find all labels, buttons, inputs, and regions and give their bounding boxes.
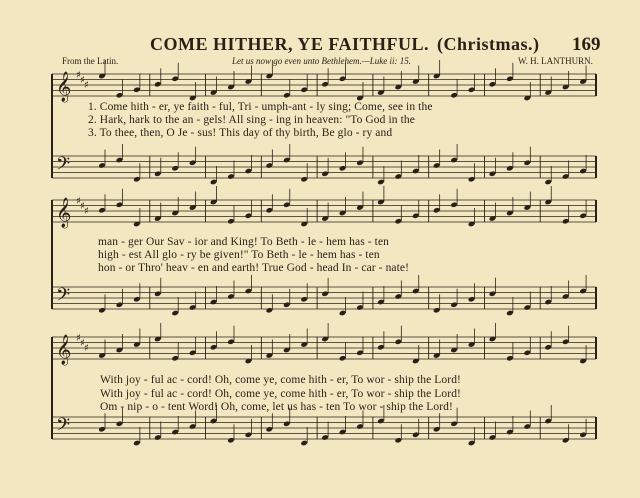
- hymn-title-text: COME HITHER, YE FAITHFUL.: [150, 34, 430, 54]
- s3-key-sharp: ♯: [84, 343, 89, 354]
- system2-verse2: high - est All glo - ry be given!" To Beth - le - hem has - ten: [98, 249, 380, 261]
- s1-key-sharp: ♯: [84, 80, 89, 91]
- s2-key-sharp: ♯: [84, 206, 89, 217]
- system2-verse3: hon - or Thro' heav - en and earth! True God - head In - car - nate!: [98, 262, 410, 274]
- page-number: 169: [572, 34, 601, 55]
- s2-key-sharp: ♯: [76, 196, 81, 207]
- s2-treble-clef: 𝄞: [56, 198, 72, 228]
- s3-key-sharp: ♯: [80, 338, 85, 349]
- s2-bass-clef: 𝄢: [56, 285, 71, 310]
- s1-bass-clef: 𝄢: [56, 154, 71, 179]
- composer-credit: W. H. LANTHURN.: [518, 56, 593, 66]
- scripture-reference: Let us now go even unto Bethlehem.—Luke ii: 15.: [232, 56, 411, 66]
- system3-verse2: With joy - ful ac - cord! Oh, come ye, come hith - er, To wor - ship the Lord!: [100, 388, 461, 400]
- system1-verse3: 3. To thee, then, O Je - sus! This day of thy birth, Be glo - ry and: [88, 127, 393, 139]
- system1-verse2: 2. Hark, hark to the an - gels! All sing - ing in heaven: "To God in the: [88, 114, 415, 126]
- hymn-occasion: (Christmas.): [437, 34, 540, 54]
- s2-bass-staff: [52, 287, 596, 309]
- s2-key-sharp: ♯: [80, 201, 85, 212]
- system1-verse1: 1. Come hith - er, ye faith - ful, Tri - umph-ant - ly sing; Come, see in the: [88, 101, 433, 113]
- system3-verse3: Om - nip - o - tent Word! Oh, come, let us has - ten To wor - ship the Lord!: [100, 401, 453, 413]
- s1-treble-clef: 𝄞: [56, 72, 72, 102]
- s1-key-sharp: ♯: [76, 70, 81, 81]
- s3-key-sharp: ♯: [76, 333, 81, 344]
- s1-key-sharp: ♯: [80, 75, 85, 86]
- s3-bass-clef: 𝄢: [56, 415, 71, 440]
- s3-treble-clef: 𝄞: [56, 335, 72, 365]
- system2-verse1: man - ger Our Sav - ior and King! To Beth - le - hem has - ten: [98, 236, 390, 248]
- text-source: From the Latin.: [62, 56, 119, 66]
- system3-verse1: With joy - ful ac - cord! Oh, come ye, come hith - er, To wor - ship the Lord!: [100, 374, 461, 386]
